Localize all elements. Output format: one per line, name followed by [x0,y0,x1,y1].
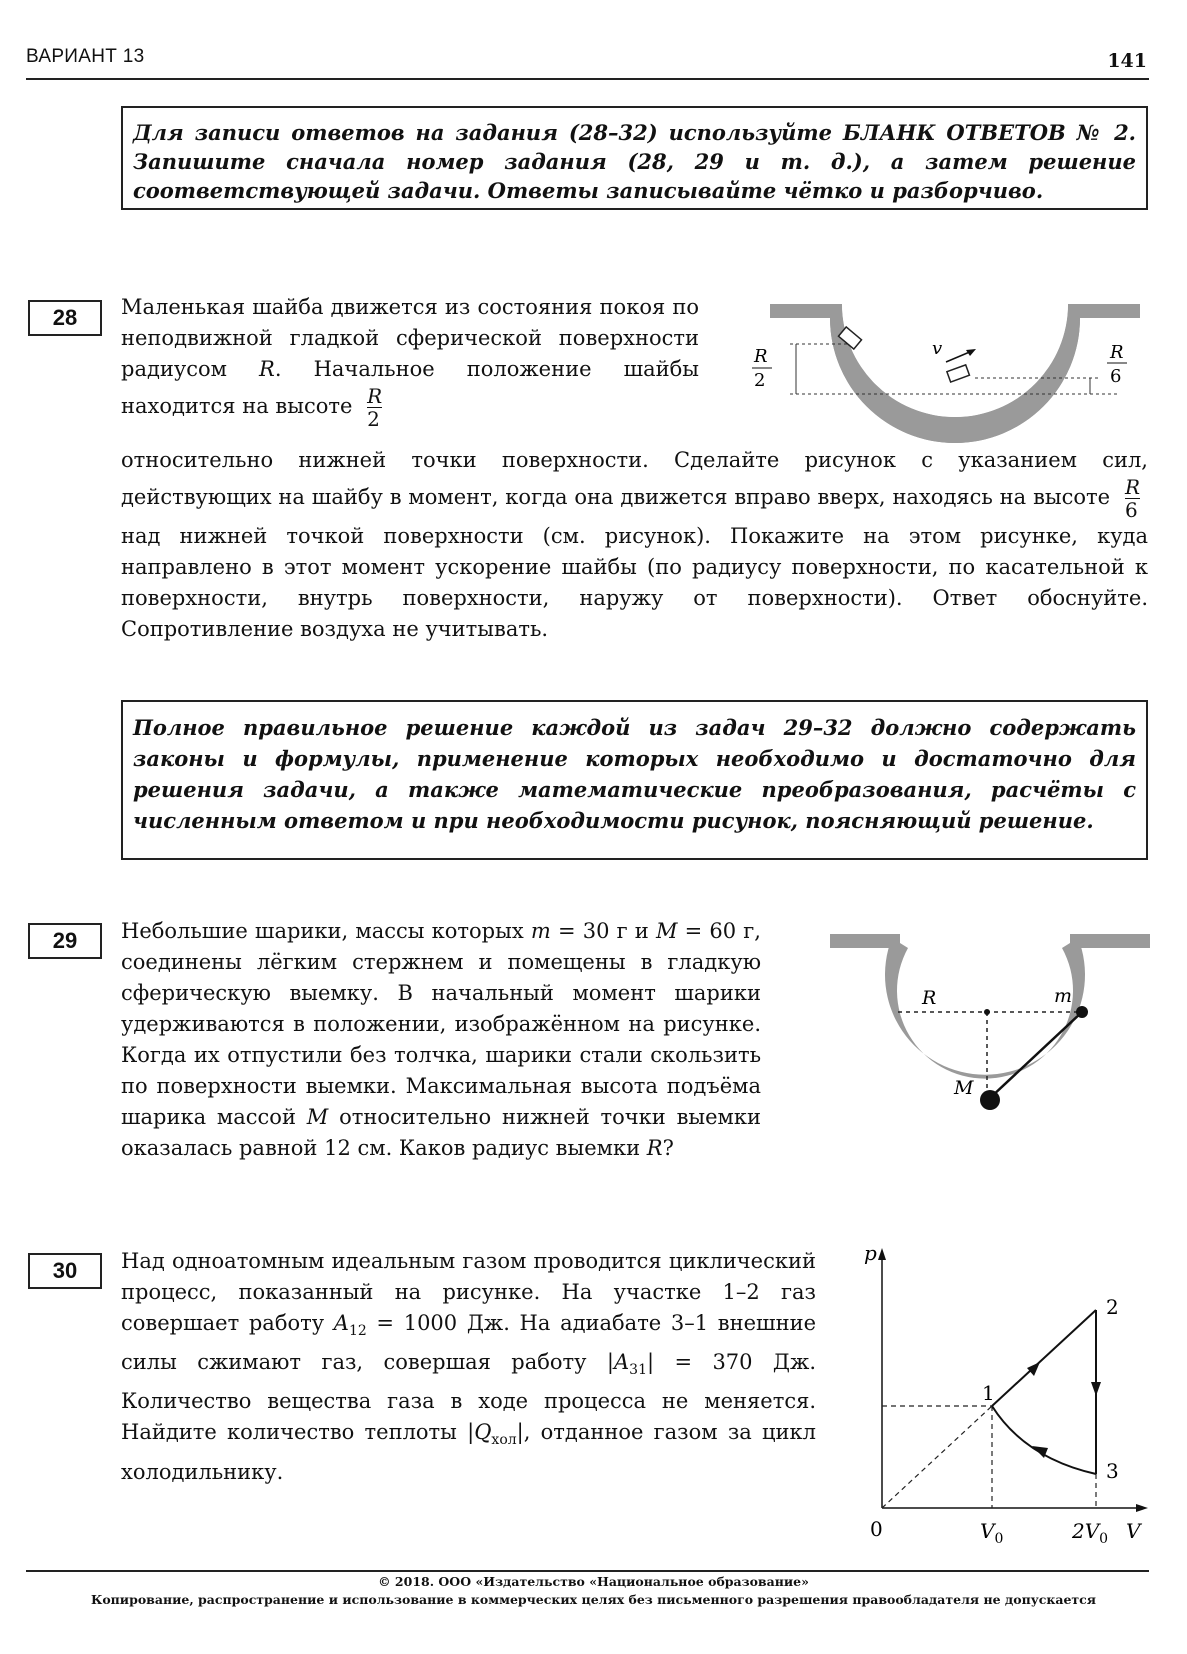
full-solution-notice [121,700,1148,860]
radius-R-symbol: R [646,1136,663,1160]
task-28-figure [754,296,1150,436]
fraction-r-over-2 [367,385,382,430]
arrow-2-3 [1091,1382,1101,1396]
answer-form-notice [121,106,1148,210]
task-30-number: 30 [28,1253,102,1289]
copyright-notice: Копирование, распространение и использование в коммерческих целях без письменного разрешения правообладателя не допускается [90,1592,1097,1607]
ball-m [1076,1006,1088,1018]
arrow-1-2 [1027,1362,1040,1376]
point-3-label: 3 [1106,1459,1119,1483]
task-29-figure [830,928,1150,1138]
tick-v0-sub: 0 [994,1531,1004,1547]
work-a12-subscript: 12 [348,1323,367,1340]
task-30-pv-diagram [850,1241,1150,1547]
task-29-text-d: относительно нижней точки выемки оказалась равной 12 см. Каков радиус выемки [121,1105,761,1160]
tick-v0-main: V [980,1519,995,1543]
tick-v0-label [980,1519,1003,1547]
label-R: R [922,987,937,1009]
footer-rule [26,1570,1149,1572]
fraction-denominator: 2 [367,407,382,430]
task-28-intro [121,292,699,430]
tick-2v0-main: 2V [1072,1519,1100,1543]
r2-label-num: R [754,346,768,367]
spherical-cavity [885,938,1085,1079]
task-28-number: 28 [28,300,102,336]
r2-label-den: 2 [754,370,766,391]
axis-v-label: V [1126,1519,1141,1543]
origin-label: 0 [870,1517,883,1541]
fraction-numerator: R [1124,475,1140,499]
full-solution-notice-text: Полное правильное решение каждой из задач 29–32 должно содержать законы и формулы, применение которых необходимо и достаточно для решения задачи, а также математические преобразования, расчёты с численным ответом и при необходимости рисунок, поясняющий решение. [133,715,1136,833]
task-29-text-a: Небольшие шарики, массы которых [121,919,531,943]
fraction-r-over-6 [1125,476,1140,521]
p-axis-arrow [878,1248,886,1260]
r6-label-den: 6 [1110,366,1122,387]
copyright-line: © 2018. ООО «Издательство «Национальное образование» [378,1574,809,1589]
task-29-text [121,916,761,1164]
task-29-number: 29 [28,923,102,959]
task-30-text-b: = 1000 Дж. На адиабате 3–1 внешние силы сжимают газ, совершая работу | [121,1311,816,1375]
task-29-text-b: = 30 г и [550,919,656,943]
tick-2v0-label [1071,1519,1108,1547]
fraction-denominator: 6 [1125,498,1140,521]
header-rule [26,78,1149,80]
tick-2v0-sub: 0 [1099,1531,1109,1547]
adiabat-3-1 [992,1406,1096,1474]
task-30-text-c: | = 370 Дж. Количество вещества газа в ходе процесса не меняется. Найдите количество теплоты | [121,1350,816,1445]
mass-M-symbol-2: M [306,1105,329,1129]
task-28-text-2: относительно нижней точки поверхности. Сделайте рисунок с указанием сил, действующих на шайбу в момент, когда она движется вправо вверх, находясь на высоте [121,448,1148,509]
task-30-text-d: |, отданное газом за цикл холодильнику. [121,1420,816,1484]
work-a31-subscript: 31 [629,1362,647,1379]
task-28-text-1-end: . Начальное положение шайбы находится на высоте [121,357,699,418]
answer-form-notice-text: Для записи ответов на задания (28–32) используйте БЛАНК ОТВЕТОВ № 2. Запишите сначала номер задания (28, 29 и т. д.), а затем решение соответствующей задачи. Ответы записывайте чётко и разборчиво. [133,120,1136,203]
rod [990,1012,1082,1098]
label-M: M [954,1077,974,1099]
ball-M [980,1090,1000,1110]
task-28-body [121,445,1148,645]
task-29-text-c: = 60 г, соединены лёгким стержнем и помещены в гладкую сферическую выемку. В начальный момент шарики удерживаются в положении, изображённом на рисунке. Когда их отпустили без толчка, шарики стали скользить по поверхности выемки. Максимальная высота подъёма шарика массой [121,919,761,1129]
center-point [984,1009,990,1015]
top-surface-right [1070,934,1150,948]
task-29-text-e: ? [662,1136,674,1160]
mass-m-symbol: m [530,919,551,943]
heat-q-symbol: Q [474,1420,492,1445]
work-a31-symbol: A [613,1350,630,1375]
task-30-text-a: Над одноатомным идеальным газом проводится циклический процесс, показанный на рисунке. На участке 1–2 газ совершает работу [121,1249,816,1335]
label-m: m [1054,985,1073,1007]
page-number: 141 [1107,50,1147,72]
variant-label: ВАРИАНТ 13 [26,46,145,67]
task-30-text [121,1246,816,1488]
v-axis-arrow [1136,1504,1148,1512]
r6-label-num: R [1110,342,1124,363]
task-28-text-3: над нижней точкой поверхности (см. рисунок). Покажите на этом рисунке, куда направлено в этот момент ускорение шайбы (по радиусу поверхности, по касательной к поверхности, внутрь поверхности, наружу от поверхности). Ответ обоснуйте. Сопротивление воздуха не учитывать. [121,524,1148,641]
heat-q-subscript: хол [491,1432,517,1449]
velocity-label: v [932,338,943,359]
point-2-label: 2 [1106,1295,1119,1319]
point-1-label: 1 [982,1381,995,1405]
fraction-numerator: R [367,384,383,408]
task-28-text-1: Маленькая шайба движется из состояния покоя по неподвижной гладкой сферической поверхности радиусом [121,295,699,381]
mass-M-symbol: M [655,919,678,943]
work-a12-symbol: A [333,1311,349,1335]
origin-to-1-dashed [882,1406,992,1508]
axis-p-label: p [864,1241,877,1265]
task-28-radius-symbol: R [259,357,275,381]
segment-1-2 [992,1310,1096,1406]
